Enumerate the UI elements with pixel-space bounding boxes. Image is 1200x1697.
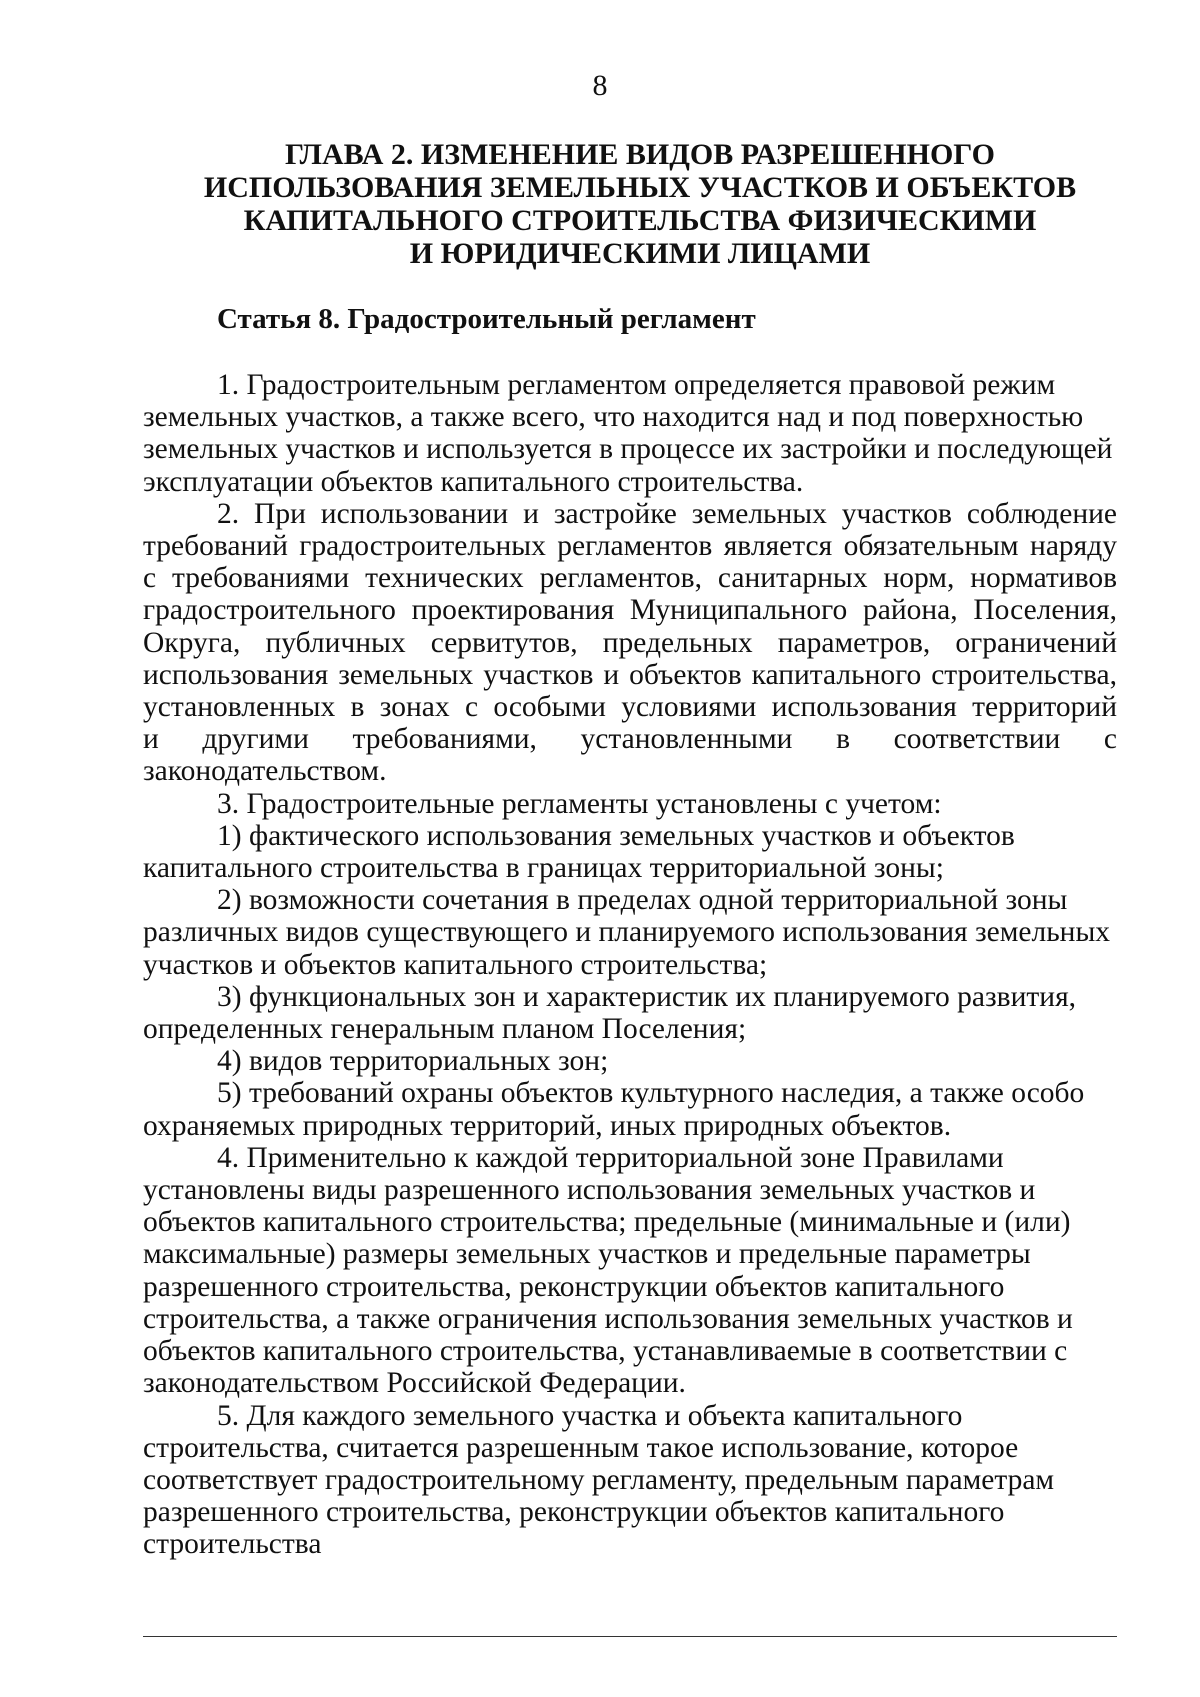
text-line: 3) функциональных зон и характеристик их планируемого развития, [217,980,1077,1013]
text-line: определенных генеральным планом Поселения; [143,1013,747,1046]
text-line: охраняемых природных территорий, иных природных объектов. [143,1109,952,1142]
page-number: 8 [592,69,608,102]
text-line: 2. При использовании и застройке земельных участков соблюдение [217,497,1117,530]
chapter-title-line: И ЮРИДИЧЕСКИМИ ЛИЦАМИ [409,237,871,270]
text-line: требований градостроительных регламентов является обязательным наряду [143,530,1117,563]
text-line: 5) требований охраны объектов культурного наследия, а также особо [217,1077,1085,1110]
list-item-3 [143,981,1117,1045]
article-title: Статья 8. Градостроительный регламент [217,303,756,335]
text-line: максимальные) размеры земельных участков и предельные параметры [143,1238,1031,1271]
text-line: строительства, считается разрешенным такое использование, которое [143,1431,1019,1464]
text-line: установленных в зонах с особыми условиями использования территорий [143,691,1117,724]
chapter-title-line: ИСПОЛЬЗОВАНИЯ ЗЕМЕЛЬНЫХ УЧАСТКОВ И ОБЪЕКТОВ [203,171,1077,204]
text-line: объектов капитального строительства, устанавливаемые в соответствии с [143,1335,1068,1368]
text-line: 4) видов территориальных зон; [217,1045,609,1078]
text-line: разрешенного строительства, реконструкции объектов капитального [143,1496,1005,1529]
text-line: объектов капитального строительства; предельные (минимальные и (или) [143,1206,1071,1239]
text-line: различных видов существующего и планируемого использования земельных [143,916,1111,949]
list-item-1 [143,820,1117,884]
list-item-5 [143,1077,1117,1141]
text-line: соответствует градостроительному регламенту, предельным параметрам [143,1463,1055,1496]
text-line: градостроительного проектирования Муниципального района, Поселения, [143,594,1117,627]
text-line: земельных участков, а также всего, что находится над и под поверхностью [143,401,1084,434]
text-line: разрешенного строительства, реконструкции объектов капитального [143,1270,1005,1303]
text-line: Округа, публичных сервитутов, предельных параметров, ограничений [143,626,1117,659]
text-line: 3. Градостроительные регламенты установлены с учетом: [217,787,942,820]
text-line: строительства, а также ограничения использования земельных участков и [143,1302,1073,1335]
text-line: с требованиями технических регламентов, санитарных норм, нормативов [143,562,1117,595]
list-item-2 [143,884,1117,981]
text-line: эксплуатации объектов капитального строительства. [143,465,804,498]
paragraph-5 [143,1400,1117,1561]
list-item-4 [143,1045,1117,1077]
text-line: законодательством Российской Федерации. [143,1367,686,1400]
text-line: 2) возможности сочетания в пределах одной территориальной зоны [217,884,1068,917]
text-line: 5. Для каждого земельного участка и объекта капитального [217,1399,963,1432]
text-line: и другими требованиями, установленными в соответствии с законодательством. [143,723,1117,788]
text-line: капитального строительства в границах территориальной зоны; [143,852,944,885]
text-line: строительства [143,1528,322,1561]
paragraph-3 [143,788,1117,820]
paragraph-2 [143,498,1117,788]
text-line: установлены виды разрешенного использования земельных участков и [143,1174,1036,1207]
footer-divider [143,1636,1117,1637]
paragraph-4 [143,1142,1117,1400]
article-body [143,369,1117,1561]
text-line: 1. Градостроительным регламентом определяется правовой режим [217,369,1056,401]
text-line: использования земельных участков и объектов капитального строительства, [143,658,1117,691]
text-line: участков и объектов капитального строительства; [143,948,768,981]
paragraph-1 [143,369,1117,498]
chapter-title [190,138,1090,270]
chapter-title-line: ГЛАВА 2. ИЗМЕНЕНИЕ ВИДОВ РАЗРЕШЕННОГО [285,138,995,171]
text-line: 1) фактического использования земельных участков и объектов [217,819,1015,852]
chapter-title-line: КАПИТАЛЬНОГО СТРОИТЕЛЬСТВА ФИЗИЧЕСКИМИ [243,204,1037,237]
text-line: 4. Применительно к каждой территориальной зоне Правилами [217,1141,1004,1174]
text-line: земельных участков и используется в процессе их застройки и последующей [143,433,1113,466]
